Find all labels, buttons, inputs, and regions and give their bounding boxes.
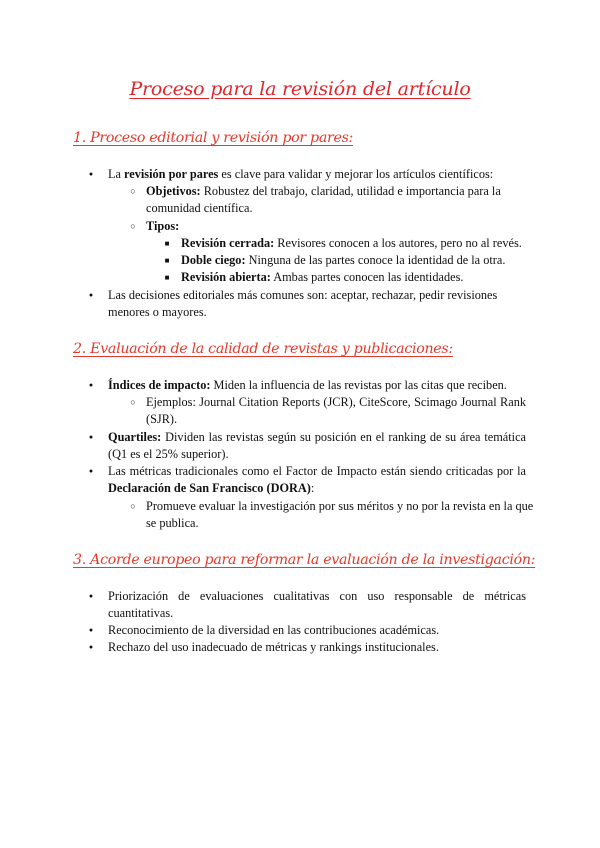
bullet-icon (86, 639, 96, 657)
bullet-icon (86, 429, 96, 447)
circle-bullet-icon (128, 218, 138, 235)
list-item-continuation: (SJR). (146, 412, 178, 426)
section-2-heading: 2. Evaluación de la calidad de revistas y publicaciones: (73, 341, 453, 357)
bullet-icon (86, 287, 96, 305)
list-item-continuation: cuantitativas. (108, 606, 174, 620)
bullet-icon (86, 377, 96, 395)
list-item: La revisión por pares es clave para validar y mejorar los artículos científicos: (108, 167, 494, 181)
circle-bullet-icon (128, 498, 138, 515)
list-item: Revisión cerrada: Revisores conocen a los autores, pero no al revés. (181, 236, 522, 250)
list-item: Índices de impacto: Miden la influencia de las revistas por las citas que reciben. (108, 378, 507, 392)
page-title: Proceso para la revisión del artículo (129, 78, 471, 100)
list-item: Reconocimiento de la diversidad en las contribuciones académicas. (108, 623, 440, 637)
list-item: Ejemplos: Journal Citation Reports (JCR), CiteScore, Scimago Journal Rank (146, 395, 526, 409)
circle-bullet-icon (128, 394, 138, 411)
list-item-continuation: Declaración de San Francisco (DORA): (108, 481, 315, 495)
square-bullet-icon (162, 252, 172, 270)
square-bullet-icon (162, 269, 172, 287)
section-3-heading: 3. Acorde europeo para reformar la evaluación de la investigación: (73, 552, 536, 568)
bullet-icon (86, 166, 96, 184)
list-item: Promueve evaluar la investigación por sus méritos y no por la revista en la que (146, 499, 534, 513)
list-item: Las métricas tradicionales como el Factor de Impacto están siendo criticadas por la (108, 464, 526, 478)
square-bullet-icon (162, 235, 172, 253)
list-item: Revisión abierta: Ambas partes conocen las identidades. (181, 270, 464, 284)
section-1-heading: 1. Proceso editorial y revisión por pares: (73, 130, 354, 146)
bullet-icon (86, 622, 96, 640)
list-item-continuation: se publica. (146, 516, 199, 530)
bullet-icon (86, 463, 96, 481)
list-item: Objetivos: Robustez del trabajo, claridad, utilidad e importancia para la (146, 184, 501, 198)
list-item: Las decisiones editoriales más comunes son: aceptar, rechazar, pedir revisiones (108, 288, 498, 302)
list-item: Doble ciego: Ninguna de las partes conoce la identidad de la otra. (181, 253, 506, 267)
list-item: Quartiles: Dividen las revistas según su posición en el ranking de su área temática (108, 430, 526, 444)
bullet-icon (86, 588, 96, 606)
circle-bullet-icon (128, 183, 138, 200)
list-item: Priorización de evaluaciones cualitativas con uso responsable de métricas (108, 589, 526, 603)
list-item-continuation: comunidad científica. (146, 201, 253, 215)
list-item-continuation: menores o mayores. (108, 305, 207, 319)
list-item: Tipos: (146, 219, 180, 233)
list-item: Rechazo del uso inadecuado de métricas y rankings institucionales. (108, 640, 439, 654)
list-item-continuation: (Q1 es el 25% superior). (108, 447, 229, 461)
